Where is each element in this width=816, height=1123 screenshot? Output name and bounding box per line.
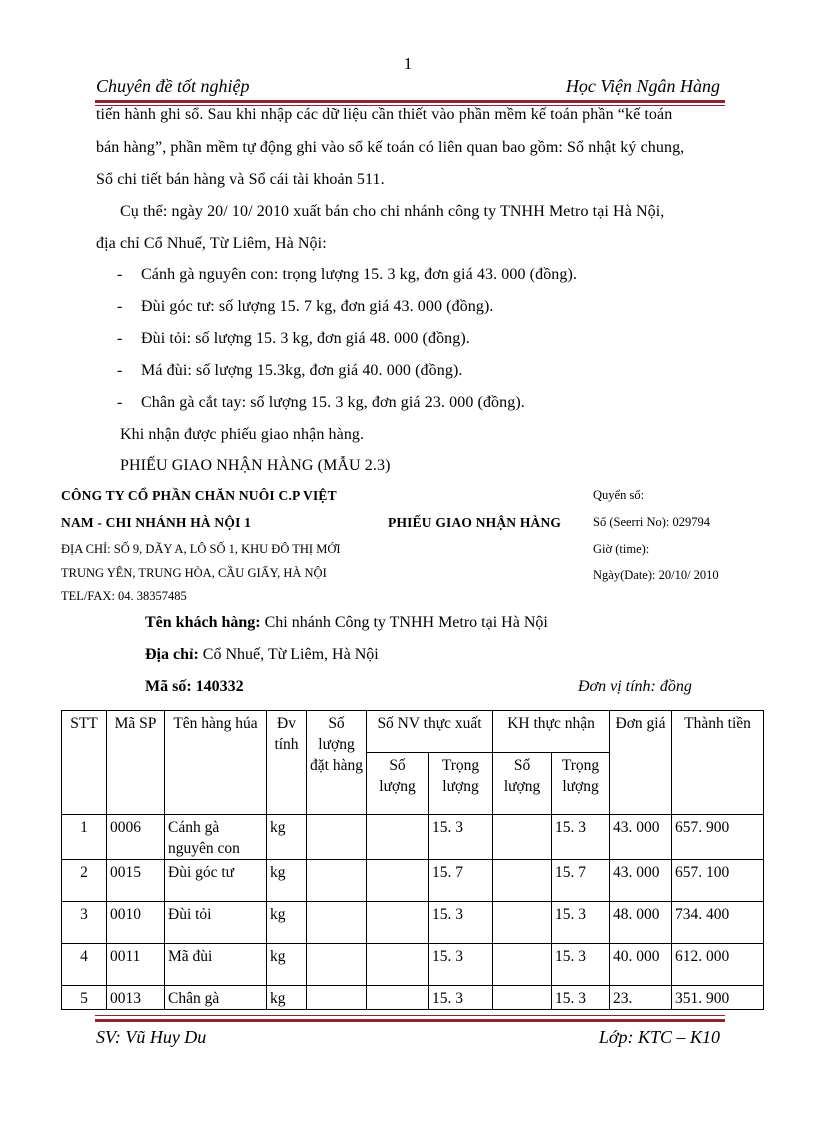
table-row — [62, 860, 764, 902]
bullet-item: Chân gà cắt tay: số lượng 15. 3 kg, đơn giá 23. 000 (đồng). — [141, 394, 525, 411]
bullet-dash: - — [117, 330, 123, 347]
cell-ma: 0013 — [107, 986, 165, 1010]
intro-line-3: Sổ chi tiết bán hàng và Sổ cái tài khoản 511. — [96, 171, 385, 188]
header-xuat-trong-luong: Trọng lượng — [429, 753, 493, 815]
customer-name-row — [145, 614, 548, 632]
cell-nhan-tl: 15. 7 — [552, 860, 610, 902]
header-rule-thick — [95, 100, 725, 103]
cell-thanh-tien: 734. 400 — [672, 902, 764, 944]
cell-xuat-tl: 15. 3 — [429, 944, 493, 986]
cell-stt: 1 — [62, 815, 107, 860]
form-date: Ngày(Date): 20/10/ 2010 — [593, 568, 719, 582]
bullet-dash: - — [117, 394, 123, 411]
cell-don-gia: 23. — [610, 986, 672, 1010]
cell-ten: Mã đùi — [165, 944, 267, 986]
table-row — [62, 986, 764, 1010]
goods-table — [61, 710, 764, 1010]
cell-xuat-tl: 15. 3 — [429, 986, 493, 1010]
footer-class: Lớp: KTC – K10 — [598, 1027, 720, 1047]
header-right: Học Viện Ngân Hàng — [565, 76, 720, 96]
cell-thanh-tien: 657. 100 — [672, 860, 764, 902]
footer-student: SV: Vũ Huy Du — [96, 1027, 207, 1047]
cell-sl-dat — [307, 860, 367, 902]
cell-don-gia: 43. 000 — [610, 815, 672, 860]
company-name-line2: NAM - CHI NHÁNH HÀ NỘI 1 — [61, 515, 252, 530]
form-caption: PHIẾU GIAO NHẬN HÀNG (MẪU 2.3) — [120, 457, 391, 474]
form-title: PHIẾU GIAO NHẬN HÀNG — [388, 515, 562, 530]
cell-sl-dat — [307, 944, 367, 986]
cell-don-gia: 48. 000 — [610, 902, 672, 944]
cell-nhan-tl: 15. 3 — [552, 902, 610, 944]
cell-xuat-tl: 15. 3 — [429, 815, 493, 860]
cell-nhan-sl — [493, 902, 552, 944]
cell-thanh-tien: 612. 000 — [672, 944, 764, 986]
bullet-dash: - — [117, 362, 123, 379]
header-xuat-so-luong: Số lượng — [367, 753, 429, 815]
header-stt: STT — [62, 711, 107, 815]
cell-stt: 3 — [62, 902, 107, 944]
table-row — [62, 902, 764, 944]
bullet-item: Má đùi: số lượng 15.3kg, đơn giá 40. 000 (đồng). — [141, 362, 463, 379]
customer-code: Mã số: 140332 — [145, 678, 244, 695]
cell-ten: Đùi tỏi — [165, 902, 267, 944]
unit-of-measure: Đơn vị tính: đồng — [578, 678, 692, 695]
company-name-line1: CÔNG TY CỔ PHẦN CHĂN NUÔI C.P VIỆT — [61, 488, 337, 503]
cell-stt: 5 — [62, 986, 107, 1010]
customer-name-value: Chi nhánh Công ty TNHH Metro tại Hà Nội — [264, 614, 548, 631]
table-row — [62, 815, 764, 860]
cell-stt: 4 — [62, 944, 107, 986]
form-serial-number: Số (Seerri No): 029794 — [593, 515, 710, 529]
cell-stt: 2 — [62, 860, 107, 902]
cell-xuat-sl — [367, 815, 429, 860]
customer-address-label: Địa chỉ: — [145, 646, 199, 663]
cell-nhan-sl — [493, 986, 552, 1010]
cell-sl-dat — [307, 986, 367, 1010]
receipt-note: Khi nhận được phiếu giao nhận hàng. — [120, 426, 365, 443]
cell-ma: 0010 — [107, 902, 165, 944]
company-tel: TEL/FAX: 04. 38357485 — [61, 589, 187, 603]
form-book-number: Quyển số: — [593, 488, 645, 502]
header-ma-sp: Mã SP — [107, 711, 165, 815]
cell-don-gia: 43. 000 — [610, 860, 672, 902]
header-don-gia: Đơn giá — [610, 711, 672, 815]
cell-nhan-tl: 15. 3 — [552, 815, 610, 860]
cell-xuat-sl — [367, 902, 429, 944]
cell-dv: kg — [267, 944, 307, 986]
cell-xuat-tl: 15. 3 — [429, 902, 493, 944]
header-left: Chuyên đề tốt nghiệp — [96, 76, 250, 96]
cell-nhan-sl — [493, 815, 552, 860]
cell-dv: kg — [267, 902, 307, 944]
example-line-1: Cụ thể: ngày 20/ 10/ 2010 xuất bán cho chi nhánh công ty TNHH Metro tại Hà Nội, — [120, 203, 665, 220]
example-line-2: địa chỉ Cổ Nhuế, Từ Liêm, Hà Nội: — [96, 235, 327, 252]
header-nhan-trong-luong: Trọng lượng — [552, 753, 610, 815]
header-dv-tinh: Đv tính — [267, 711, 307, 815]
company-address-line1: ĐỊA CHỈ: SỐ 9, DÃY A, LÔ SỐ 1, KHU ĐÔ THỊ MỚI — [61, 542, 341, 556]
form-time: Giờ (time): — [593, 542, 650, 556]
header-so-luong-dat: Số lượng đặt hàng — [307, 711, 367, 815]
footer-rule-thin — [95, 1015, 725, 1016]
cell-dv: kg — [267, 986, 307, 1010]
header-thanh-tien: Thành tiền — [672, 711, 764, 815]
cell-ten: Chân gà — [165, 986, 267, 1010]
cell-ma: 0011 — [107, 944, 165, 986]
cell-sl-dat — [307, 902, 367, 944]
cell-ma: 0015 — [107, 860, 165, 902]
cell-xuat-sl — [367, 860, 429, 902]
cell-don-gia: 40. 000 — [610, 944, 672, 986]
customer-name-label: Tên khách hàng: — [145, 614, 261, 631]
cell-xuat-sl — [367, 986, 429, 1010]
header-so-nv-thuc-xuat: Số NV thực xuất — [367, 711, 493, 753]
cell-thanh-tien: 351. 900 — [672, 986, 764, 1010]
cell-ma: 0006 — [107, 815, 165, 860]
bullet-item: Đùi góc tư: số lượng 15. 7 kg, đơn giá 43. 000 (đồng). — [141, 298, 494, 315]
company-address-line2: TRUNG YÊN, TRUNG HÒA, CẦU GIẤY, HÀ NỘI — [61, 566, 327, 580]
cell-nhan-sl — [493, 944, 552, 986]
bullet-item: Cánh gà nguyên con: trọng lượng 15. 3 kg, đơn giá 43. 000 (đồng). — [141, 266, 578, 283]
cell-nhan-tl: 15. 3 — [552, 986, 610, 1010]
cell-sl-dat — [307, 815, 367, 860]
bullet-dash: - — [117, 266, 123, 283]
cell-ten: Cánh gà nguyên con — [165, 815, 267, 860]
cell-dv: kg — [267, 815, 307, 860]
footer-rule-thick — [95, 1019, 725, 1022]
bullet-dash: - — [117, 298, 123, 315]
cell-thanh-tien: 657. 900 — [672, 815, 764, 860]
customer-address-row — [145, 646, 379, 664]
table-row — [62, 944, 764, 986]
header-kh-thuc-nhan: KH thực nhận — [493, 711, 610, 753]
page-number: 1 — [403, 54, 413, 73]
customer-address-value: Cổ Nhuế, Từ Liêm, Hà Nội — [202, 646, 379, 663]
header-ten-hang: Tên hàng húa — [165, 711, 267, 815]
intro-line-1: tiến hành ghi sổ. Sau khi nhập các dữ liệu cần thiết vào phần mềm kế toán phần “kế toán — [96, 106, 673, 123]
intro-line-2: bán hàng”, phần mềm tự động ghi vào sổ kế toán có liên quan bao gồm: Sổ nhật ký chung, — [96, 139, 685, 156]
cell-nhan-tl: 15. 3 — [552, 944, 610, 986]
cell-xuat-tl: 15. 7 — [429, 860, 493, 902]
cell-xuat-sl — [367, 944, 429, 986]
cell-ten: Đùi góc tư — [165, 860, 267, 902]
header-nhan-so-luong: Số lượng — [493, 753, 552, 815]
bullet-item: Đùi tỏi: số lượng 15. 3 kg, đơn giá 48. 000 (đồng). — [141, 330, 470, 347]
cell-dv: kg — [267, 860, 307, 902]
cell-nhan-sl — [493, 860, 552, 902]
